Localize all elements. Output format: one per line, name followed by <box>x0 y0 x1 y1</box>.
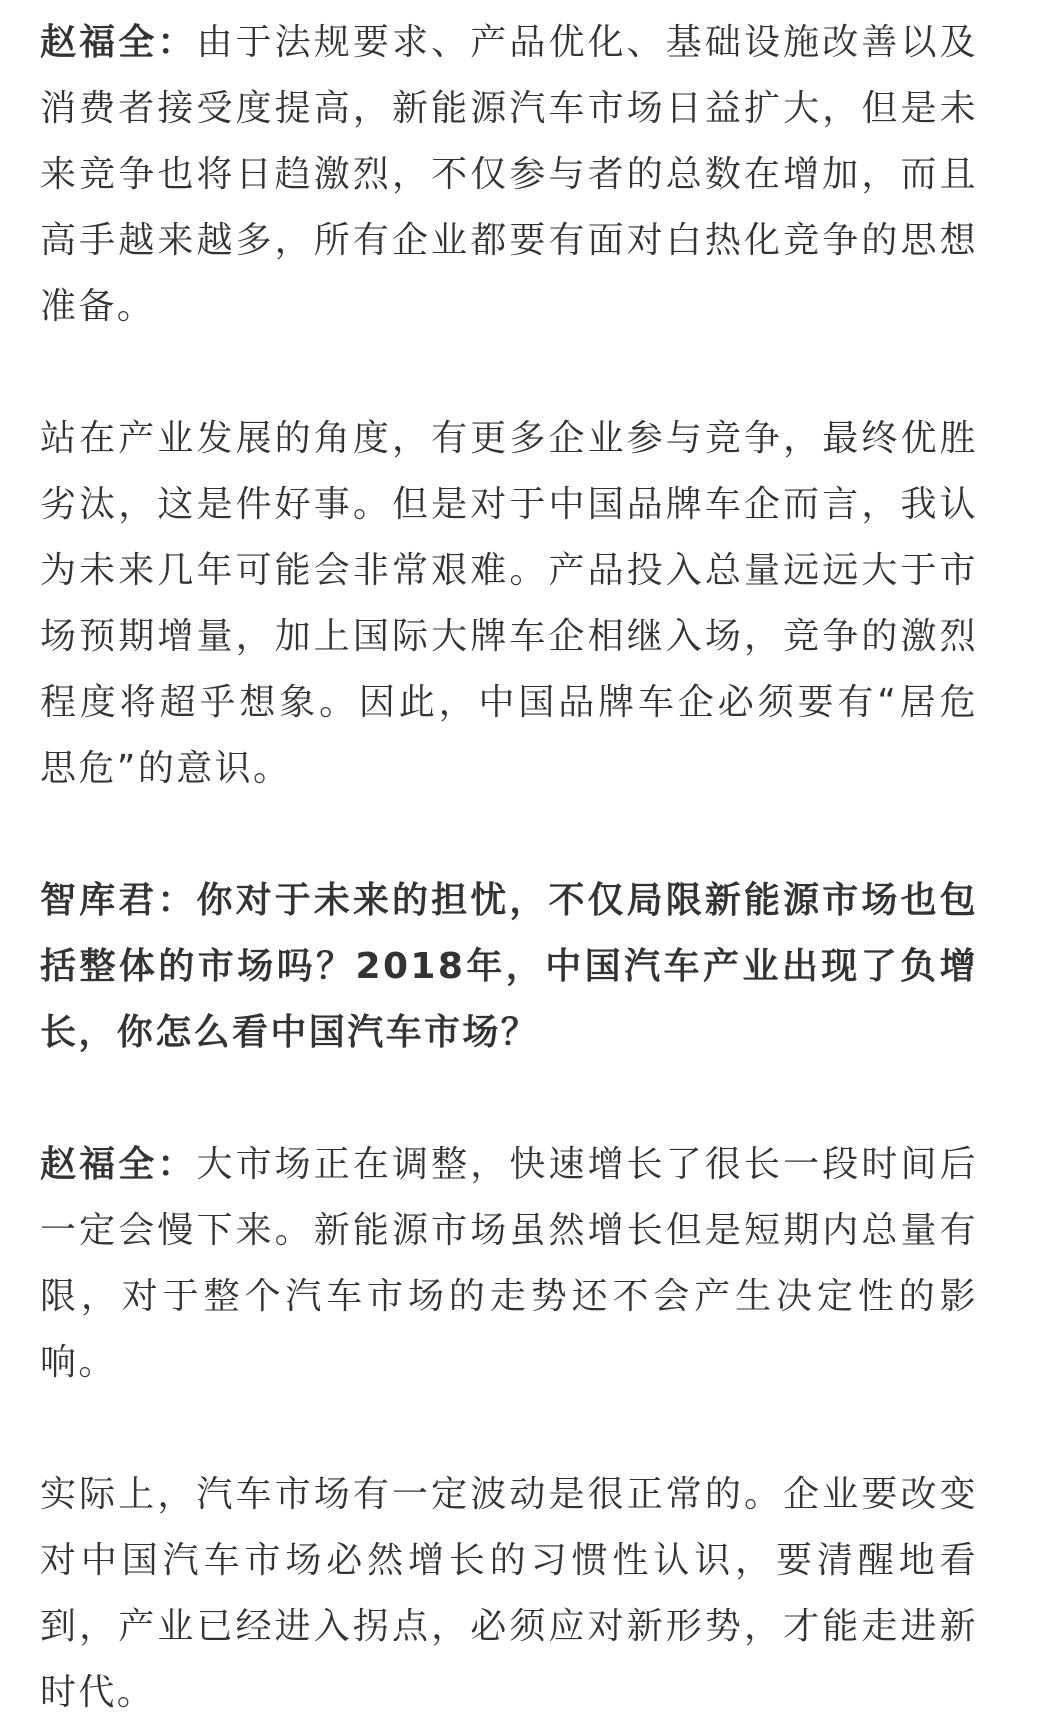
speaker-label: 赵福全： <box>40 1144 197 1185</box>
paragraph-question <box>40 868 978 1066</box>
paragraph-answer <box>40 10 978 340</box>
paragraph-text: 大市场正在调整，快速增长了很长一段时间后一定会慢下来。新能源市场虽然增长但是短期内总量有限，对于整个汽车市场的走势还不会产生决定性的影响。 <box>40 1144 978 1383</box>
paragraph-text: 站在产业发展的角度，有更多企业参与竞争，最终优胜劣汰，这是件好事。但是对于中国品牌车企而言，我认为未来几年可能会非常艰难。产品投入总量远远大于市场预期增量，加上国际大牌车企相继入场，竞争的激烈程度将超乎想象。因此，中国品牌车企必须要有“居危思危”的意识。 <box>40 418 978 789</box>
paragraph-text: 实际上，汽车市场有一定波动是很正常的。企业要改变对中国汽车市场必然增长的习惯性认识，要清醒地看到，产业已经进入拐点，必须应对新形势，才能走进新时代。 <box>40 1474 978 1713</box>
paragraph-answer <box>40 1132 978 1396</box>
paragraph <box>40 406 978 802</box>
speaker-label: 智库君： <box>40 880 197 921</box>
paragraph-text: 你对于未来的担忧，不仅局限新能源市场也包括整体的市场吗？2018年，中国汽车产业出现了负增长，你怎么看中国汽车市场？ <box>40 880 978 1053</box>
paragraph-text: 由于法规要求、产品优化、基础设施改善以及消费者接受度提高，新能源汽车市场日益扩大，但是未来竞争也将日趋激烈，不仅参与者的总数在增加，而且高手越来越多，所有企业都要有面对白热化竞争的思想准备。 <box>40 22 978 327</box>
speaker-label: 赵福全： <box>40 22 197 63</box>
paragraph <box>40 1462 978 1726</box>
